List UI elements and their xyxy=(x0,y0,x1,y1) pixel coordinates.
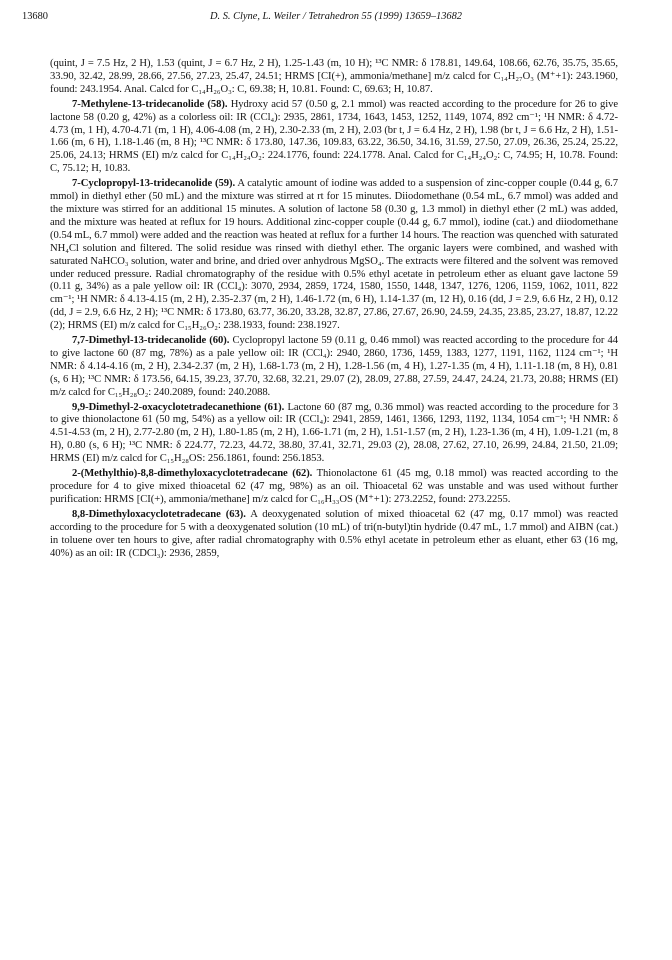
compound-title: 7-Cyclopropyl-13-tridecanolide xyxy=(72,178,213,190)
paragraph-text: (quint, J = 7.5 Hz, 2 H), 1.53 (quint, J = 6.7 Hz, 2 H), 1.25-1.43 (m, 10 H); ¹³C NMR: δ 178.81, 149.64, 108.66, 62.76, 35.75, 35.65, 33.90, 32.42, 28.99, 28.66, 27.56, 27.23, 25.47, 24.51; HRMS [CI(+), ammonia/methane] m/z calcd for C₁₄H₂₇O₃ (M⁺+1): 243.1960, found: 243.1954. Anal. Calcd for C₁₄H₂₆O₃: C, 69.38; H, 10.81. Found: C, 69.63; H, 10.87. xyxy=(50,58,618,95)
paragraph-compound-61 xyxy=(50,402,618,467)
paragraph-text: Hydroxy acid 57 (0.50 g, 2.1 mmol) was reacted according to the procedure for 26 to give lactone 58 (0.20 g, 42%) as a colorless oil: IR (CCl₄): 2935, 2861, 1734, 1643, 1453, 1252, 1149, 1074, 892 cm⁻¹; ¹H NMR: δ 4.72-4.73 (m, 1 H), 4.70-4.71 (m, 1 H), 4.06-4.08 (m, 2 H), 2.30-2.33 (m, 2 H), 2.03 (br t, J = 6.4 Hz, 2 H), 1.98 (br t, J = 6.6 Hz, 2 H), 1.51-1.66 (m, 6 H), 1.18-1.46 (m, 8 H); ¹³C NMR: δ 173.80, 147.36, 109.83, 63.22, 36.50, 34.16, 31.59, 27.50, 27.09, 26.36, 25.24, 25.22, 25.06, 24.13; HRMS (EI) m/z calcd for C₁₄H₂₄O₂: 224.1776, found: 224.1778. Anal. Calcd for C₁₄H₂₄O₂: C, 74.95; H, 10.78. Found: C, 75.12; H, 10.83. xyxy=(50,98,618,175)
compound-number: (63). xyxy=(225,508,246,520)
compound-title: 2-(Methylthio)-8,8-dimethyloxacyclotetradecane xyxy=(72,468,288,480)
paragraph-text: A catalytic amount of iodine was added to a suspension of zinc-copper couple (0.44 g, 6.7 mmol) in diethyl ether (50 mL) and the mixture was stirred at rt for 15 minutes. Diiodomethane (0.54 mL, 6.7 mmol) was added and the mixture was stirred for an additional 15 minutes. A solution of lactone 58 (0.30 g, 1.3 mmol) in diethyl ether (2 mL) was added, and the mixture was heated at reflux for 19 hours. Additional zinc-copper couple (0.44 g, 6.7 mmol), iodine (cat.) and diiodomethane (0.54 mL, 6.7 mmol) were added and the reaction was heated at reflux for a further 14 hours. The reaction was quenched with saturated NH₄Cl solution and filtered. The solid residue was rinsed with diethyl ether. The organic layers were combined, and washed with saturated NaHCO₃ solution, water and brine, and dried over anhydrous MgSO₄. The extracts were filtered and the solvent was removed under reduced pressure. Radial chromatography of the residue with 0.5% ethyl acetate in petroleum ether as eluant gave lactone 59 (0.11 g, 34%) as a pale yellow oil: IR (CCl₄): 3070, 2934, 2859, 1724, 1580, 1550, 1448, 1347, 1276, 1206, 1159, 1062, 1011, 822 cm⁻¹; ¹H NMR: δ 4.13-4.15 (m, 2 H), 2.35-2.37 (m, 2 H), 1.46-1.72 (m, 6 H), 1.14-1.37 (m, 12 H), 0.16 (dd, J = 2.9, 6.6 Hz, 2 H), 0.12 (dd, J = 2.9, 6.6 Hz, 2 H); ¹³C NMR: δ 173.80, 63.77, 36.20, 33.28, 32.87, 27.86, 27.67, 26.90, 24.59, 24.35, 23.85, 23.27, 18.87, 12.22 (2); HRMS (EI) m/z calcd for C₁₅H₂₆O₂: 238.1933, found: 238.1927. xyxy=(50,178,618,332)
paragraph-compound-62 xyxy=(50,468,618,507)
compound-number: (59). xyxy=(215,178,236,190)
page-number: 13680 xyxy=(22,11,48,22)
compound-title: 9,9-Dimethyl-2-oxacyclotetradecanethione xyxy=(72,401,261,413)
paragraph-compound-60 xyxy=(50,335,618,400)
running-head: D. S. Clyne, L. Weiler / Tetrahedron 55 (1999) 13659–13682 xyxy=(210,11,462,22)
compound-number: (61). xyxy=(264,401,285,413)
paragraph-continuation xyxy=(50,58,618,97)
paragraph-text: Thionolactone 61 (45 mg, 0.18 mmol) was reacted according to the procedure for 4 to give mixed thioacetal 62 (47 mg, 98%) as an oil. Thioacetal 62 was unstable and was used without further purification: HRMS [CI(+), ammonia/methane] m/z calcd for C₁₆H₃₃OS (M⁺+1): 273.2252, found: 273.2255. xyxy=(50,468,618,505)
compound-number: (58). xyxy=(207,98,228,110)
paragraph-compound-63 xyxy=(50,509,618,561)
paragraph-text: Lactone 60 (87 mg, 0.36 mmol) was reacted according to the procedure for 3 to give thionolactone 61 (50 mg, 54%) as a yellow oil: IR (CCl₄): 2941, 2859, 1461, 1366, 1293, 1192, 1134, 1054 cm⁻¹; ¹H NMR: δ 4.51-4.53 (m, 2 H), 2.77-2.80 (m, 2 H), 1.80-1.85 (m, 2 H), 1.66-1.71 (m, 2 H), 1.51-1.57 (m, 2 H), 1.23-1.36 (m, 4 H), 1.09-1.21 (m, 8 H), 0.80 (s, 6 H); ¹³C NMR: δ 224.77, 72.23, 44.72, 38.80, 37.41, 32.71, 29.03 (2), 28.08, 27.62, 27.10, 26.99, 24.84, 21.50, 21.09; HRMS (EI) m/z calcd for C₁₅H₂₈OS: 256.1861, found: 256.1853. xyxy=(50,401,618,465)
experimental-section xyxy=(50,58,618,562)
paragraph-text: A deoxygenated solution of mixed thioacetal 62 (47 mg, 0.17 mmol) was reacted according to the procedure for 5 with a deoxygenated solution (10 mL) of tri(n-butyl)tin hydride (0.47 mL, 1.7 mmol) and AIBN (cat.) in toluene over ten hours to give, after radial chromatography with 0.5% ethyl acetate in petroleum ether as eluant, ether 63 (16 mg, 40%) as an oil: IR (CDCl₃): 2936, 2859, xyxy=(50,508,619,559)
paragraph-compound-58 xyxy=(50,99,618,176)
paragraph-text: Cyclopropyl lactone 59 (0.11 g, 0.46 mmol) was reacted according to the procedure for 44 to give lactone 60 (87 mg, 78%) as a pale yellow oil: IR (CCl₄): 2940, 2860, 1736, 1459, 1383, 1277, 1191, 1162, 1124 cm⁻¹; ¹H NMR: δ 4.14-4.16 (m, 2 H), 2.34-2.37 (m, 2 H), 1.68-1.73 (m, 2 H), 1.28-1.56 (m, 4 H), 1.27-1.35 (m, 4 H), 1.11-1.18 (m, 8 H), 0.81 (s, 6 H); ¹³C NMR: δ 173.56, 64.15, 39.23, 37.70, 32.68, 32.21, 29.07 (2), 28.09, 27.88, 27.59, 24.47, 24.24, 21.73, 20.88; HRMS (EI) m/z calcd for C₁₅H₂₈O₂: 240.2089, found: 240.2088. xyxy=(50,335,618,398)
compound-title: 8,8-Dimethyloxacyclotetradecane xyxy=(72,508,221,520)
paragraph-compound-59 xyxy=(50,178,618,333)
compound-number: (62). xyxy=(292,468,313,480)
compound-title: 7,7-Dimethyl-13-tridecanolide xyxy=(72,335,207,347)
compound-number: (60). xyxy=(209,335,230,347)
page-header xyxy=(22,10,650,24)
compound-title: 7-Methylene-13-tridecanolide xyxy=(72,98,205,110)
